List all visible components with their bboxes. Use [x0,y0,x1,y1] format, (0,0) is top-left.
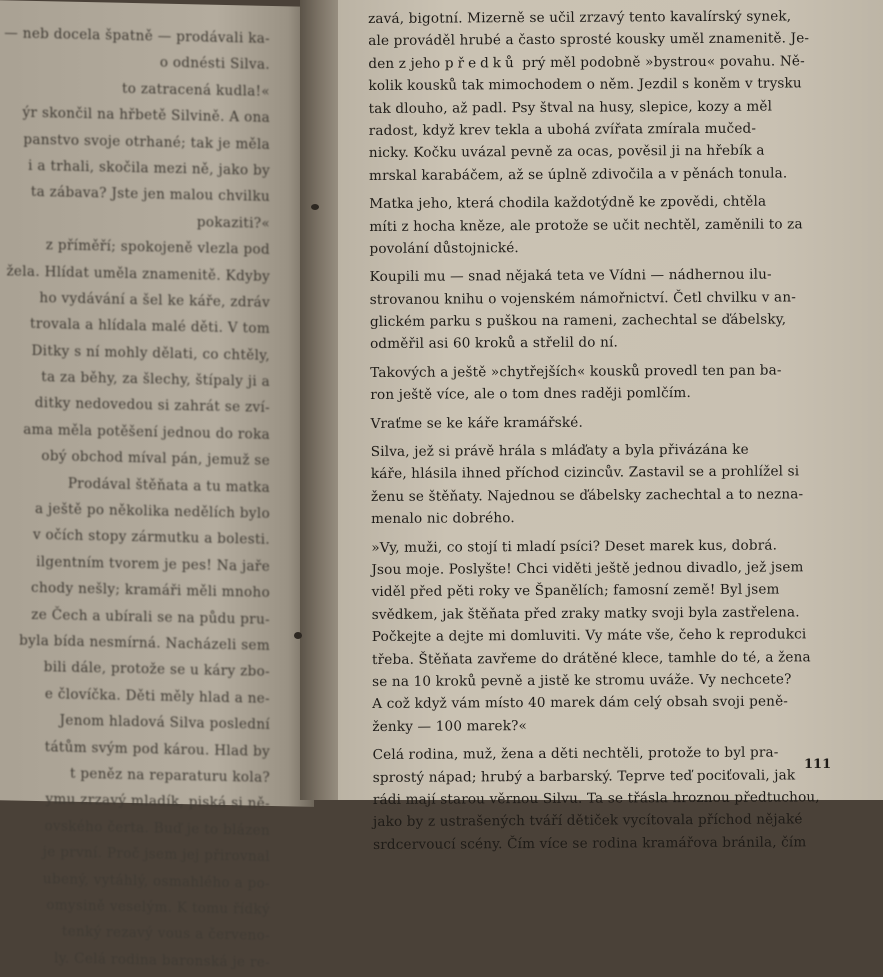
text-line: viděl před pěti roky ve Španělích; famosní země! Byl jsem [371,581,780,601]
text-line: rádi mají starou věrnou Silvu. Ta se třásla hroznou předtuchou, [372,789,820,808]
paragraph [372,741,848,856]
text-line: povolání důstojnické. [369,239,519,257]
left-line: bili dále, protože se u káry zbo- [43,659,270,681]
text-line: ženky — 100 marek?« [372,717,528,735]
text-line: Matka jeho, která chodila každotýdně ke zpovědi, chtěla [369,193,767,213]
text-line: ron ještě více, ale o tom dnes raději pomlčím. [370,385,691,404]
left-line: ubený, vytáhlý, osmahlého a po- [42,870,270,892]
left-line: panstvo svoje otrhané; tak je měla [23,131,270,153]
left-line: Prodával štěňata a tu matka [67,475,270,496]
left-line: žela. Hlídat uměla znamenitě. Kdyby [6,262,270,285]
text-line: Silva, jež si právě hrála s mláďaty a byla přivázána ke [370,441,749,461]
text-line: strovanou knihu o vojenském námořnictví. Četl chvilku v an- [369,289,796,308]
paragraph [370,410,845,435]
left-line: omysině veselým. K tomu řídký [46,897,270,918]
left-line: ta za běhy, za šlechy, štípaly ji a [41,369,270,390]
text-line: tak dlouho, až padl. Psy štval na husy, slepice, kozy a měl [368,98,773,117]
left-line: tátům svým pod károu. Hlad by [44,738,270,760]
text-line: Celá rodina, muž, žena a děti nechtěli, protože to byl pra- [372,744,779,764]
left-line: byla bída nesmírná. Nacházeli sem [19,632,270,654]
left-line: ditky nedovedou si zahrát se zví- [34,395,270,417]
left-line: to zatracená kudla!« [121,80,270,100]
left-line: i a trhali, skočila mezi ně, jako by [28,157,270,179]
left-page-text [0,20,314,977]
text-line: glickém parku s puškou na rameni, zachechtal se ďábelsky, [369,311,787,331]
left-line: ta zábava? Jste jen malou chvilku [30,184,270,206]
left-line: ilgentním tvorem je pes! Na jaře [36,553,270,575]
left-line: ho vydávání a šel ke káře, zdráv [39,289,270,311]
paragraph [369,190,844,260]
paragraph [371,438,847,530]
text-line: ale prováděl hrubé a často sprosté kousky uměl znamenitě. Je- [368,30,810,50]
text-fragment: prý měl podobně »bystrou« povahu. Ně- [522,53,805,71]
left-line: v očích stopy zármutku a bolesti. [32,527,270,549]
left-line: je první. Proč jsem jej přirovnal [42,844,270,866]
paragraph [370,263,846,355]
left-line: ama měla potěšení jednou do roka [23,421,270,443]
paragraph [370,359,845,407]
text-line: srdcervoucí scény. Čím více se rodina kramářova bránila, čím [373,834,807,853]
emphasized-word: předků [444,54,518,72]
text-line: Takových a ještě »chytřejších« kousků provedl ten pan ba- [370,362,782,381]
paragraph [368,5,844,187]
text-line: káře, hlásila ihned příchod cizincův. Zastavil se a prohlížel si [370,463,800,483]
left-line: ze Čech a ubírali se na půdu pru- [31,606,270,628]
text-line: sprostý nápad; hrubý a barbarský. Teprve teď pociťovali, jak [372,766,796,786]
left-line: tenký rezavý vous a červeno- [61,923,270,945]
text-line: »Vy, muži, co stojí ti mladí psíci? Deset marek kus, dobrá. [371,537,778,556]
left-line: trovala a hlídala malé děti. V tom [30,316,270,338]
text-line: nicky. Kočku uvázal pevně za ocas, pověsil ji na hřebík a [368,142,765,162]
left-line: Jenom hladová Silva poslední [59,712,270,734]
text-line: mrskal karabáčem, až se úplně zdivočila a v pěnách tonula. [368,165,788,184]
text-line: Vraťme se ke káře kramářské. [370,414,583,432]
left-line: — neb docela špatně — prodávali ka- [4,25,270,47]
left-line: obý obchod míval pán, jemuž se [41,448,270,470]
text-line: jako by z ustrašených tváří dětiček vycítovala příchod nějaké [372,811,803,831]
left-line: ovského čerta. Buď je to blázen [44,817,270,839]
text-line: Počkejte a dejte mi domluviti. Vy máte vše, čeho k reprodukci [371,626,807,646]
text-line: ženu se štěňaty. Najednou se ďábelsky zachechtal a to nezna- [370,486,804,505]
left-line: t peněz na reparaturu kola? [70,765,270,786]
text-line: míti z hocha kněze, ale protože se učit nechtěl, zaměnili to za [369,215,803,235]
ink-mark [311,204,319,210]
left-line: ýr skončil na hřbetě Silvině. A ona [22,104,270,127]
text-line: kolik kousků tak mimochodem o něm. Jezdil s koněm v trysku [368,75,802,95]
left-line: a ještě po několika nedělích bylo [34,501,270,522]
text-line: A což když vám místo 40 marek dám celý obsah svoji peně- [372,693,789,713]
text-line: odměřil asi 60 kroků a střelil do ní. [370,334,618,353]
right-page-text [368,5,848,862]
text-line: radost, když krev tekla a ubohá zvířata zmírala mučed- [368,120,757,139]
text-line: Jsou moje. Poslyšte! Chci viděti ještě jednou divadlo, jež jsem [371,559,804,578]
paragraph [371,534,847,738]
text-line: svědkem, jak štěňata před zraky matky svoji byla zastřelena. [371,604,800,623]
left-line: e človíčka. Děti měly hlad a ne- [44,685,270,707]
text-line: Koupili mu — snad nějaká teta ve Vídni — nádhernou ilu- [369,266,772,286]
left-line: chody nešly; kramáři měli mnoho [31,580,270,602]
text-line [368,50,843,75]
left-line: z příměří; spokojeně vlezla pod [45,237,270,259]
left-line: ly. Celá rodina baronská je re- [54,950,270,971]
left-line: Ditky s ní mohly dělati, co chtěly, [31,342,270,364]
text-line: třeba. Štěňata zavřeme do drátěné klece, tamhle do té, a žena [371,648,811,668]
left-line: o odnésti Silva. [159,54,270,74]
text-line: menalo nic dobrého. [371,510,515,528]
text-fragment: den z jeho [368,55,441,72]
text-line: se na 10 kroků pevně a jistě ke stromu uváže. Vy nechcete? [372,671,792,690]
page-number: 111 [804,757,832,772]
right-page [338,0,883,853]
left-page [0,0,314,971]
text-line: zavá, bigotní. Mizerně se učil zrzavý tento kavalírský synek, [368,8,792,27]
ink-mark [294,632,302,639]
left-line: ymu zrzavý mladík, piská si ně- [45,791,270,813]
left-line: pokaziti?« [196,214,270,232]
